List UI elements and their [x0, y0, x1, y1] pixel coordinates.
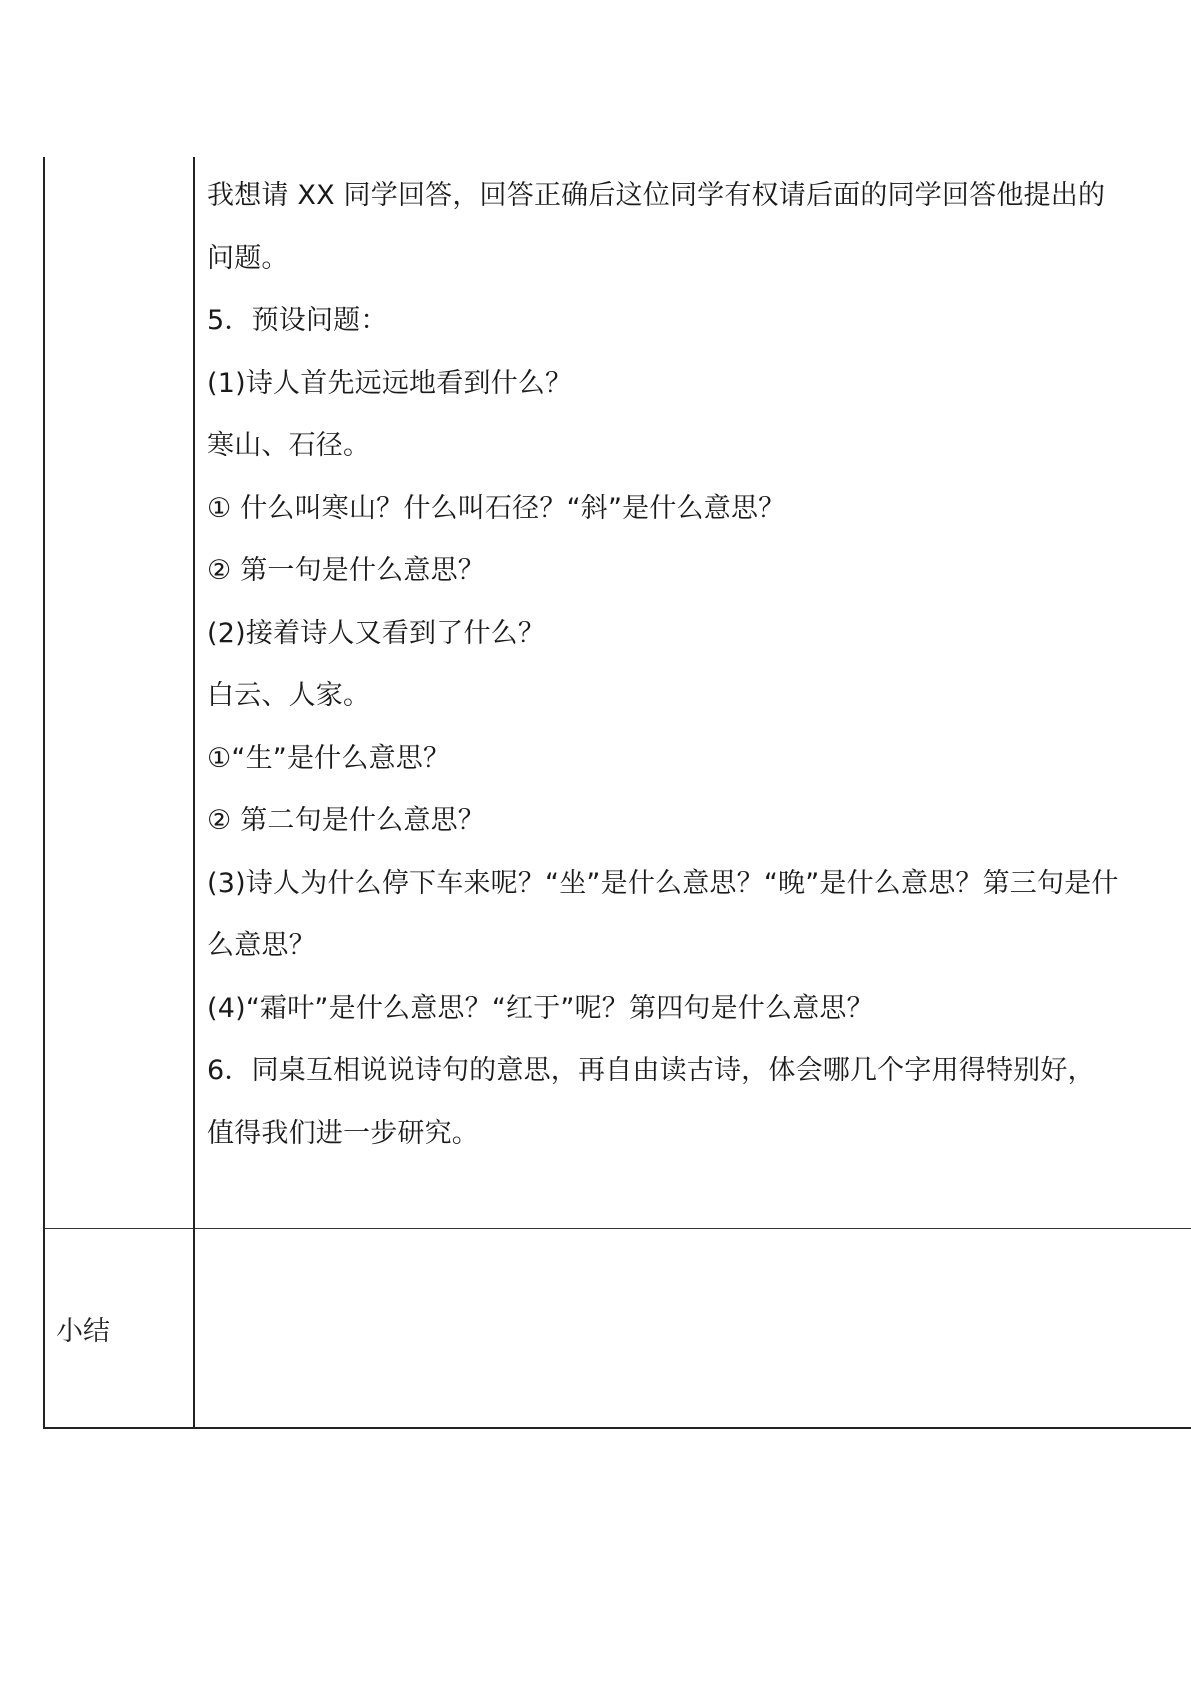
text-line: 寒山、石径。	[207, 430, 371, 461]
text-line: 6．同桌互相说说诗句的意思，再自由读古诗，体会哪几个字用得特别好，	[207, 1055, 1095, 1086]
procedure-content-cell	[194, 157, 1191, 1229]
text-line: ① 什么叫寒山？什么叫石径？“斜”是什么意思？	[207, 492, 786, 524]
text-line: (1)诗人首先远远地看到什么？	[207, 367, 573, 399]
text-line: 5．预设问题：	[207, 305, 388, 336]
text-line: (2)接着诗人又看到了什么？	[207, 617, 546, 649]
text-line: 白云、人家。	[207, 680, 371, 711]
text-line: 值得我们进一步研究。	[207, 1117, 479, 1149]
text-line: 我想请 XX 同学回答，回答正确后这位同学有权请后面的同学回答他提出的	[207, 180, 1106, 211]
text-line: (3)诗人为什么停下车来呢？“坐”是什么意思？“晚”是什么意思？第三句是什	[207, 867, 1119, 899]
table-row-procedure	[44, 157, 1191, 1229]
row-label-cell-empty	[44, 157, 194, 1229]
lesson-plan-table	[43, 157, 1191, 1429]
text-line: 问题。	[207, 242, 289, 274]
summary-content-cell	[194, 1229, 1191, 1429]
summary-label: 小结	[56, 1315, 110, 1347]
text-line: ② 第二句是什么意思？	[207, 805, 485, 836]
text-line: ①“生”是什么意思？	[207, 742, 451, 774]
table-row-summary	[44, 1229, 1191, 1429]
text-line: (4)“霜叶”是什么意思？“红于”呢？第四句是什么意思？	[207, 992, 874, 1024]
summary-label-cell	[44, 1229, 194, 1429]
text-line: 么意思？	[207, 930, 316, 961]
text-line: ② 第一句是什么意思？	[207, 555, 485, 586]
